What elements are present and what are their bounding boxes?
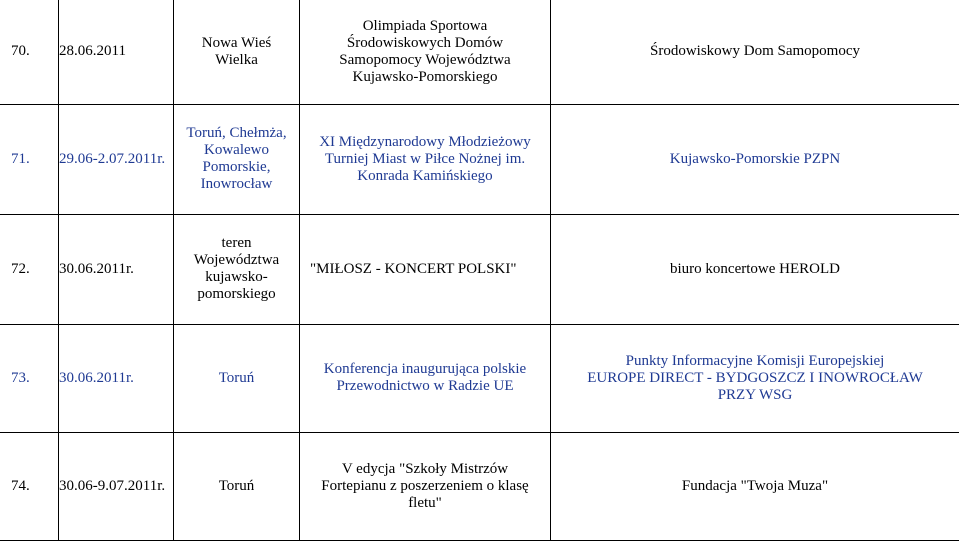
table-row: [0, 214, 959, 324]
row-event: Konferencja inaugurująca polskie Przewodnictwo w Radzie UE: [300, 324, 551, 432]
row-place: Toruń: [174, 324, 300, 432]
table-row: [0, 324, 959, 432]
row-place: Toruń, Chełmża, Kowalewo Pomorskie, Inowrocław: [174, 104, 300, 214]
row-event: Olimpiada Sportowa Środowiskowych Domów Samopomocy Województwa Kujawsko-Pomorskiego: [300, 0, 551, 104]
row-event: V edycja "Szkoły Mistrzów Fortepianu z poszerzeniem o klasę fletu": [300, 432, 551, 540]
row-date: 30.06-9.07.2011r.: [59, 432, 174, 540]
row-organizer: biuro koncertowe HEROLD: [551, 214, 959, 324]
row-place: Nowa Wieś Wielka: [174, 0, 300, 104]
table-row: [0, 104, 959, 214]
row-organizer: Punkty Informacyjne Komisji Europejskiej EUROPE DIRECT - BYDGOSZCZ I INOWROCŁAW PRZY WSG: [551, 324, 959, 432]
row-organizer: Środowiskowy Dom Samopomocy: [551, 0, 959, 104]
row-number: 74.: [0, 432, 59, 540]
row-date: 29.06-2.07.2011r.: [59, 104, 174, 214]
row-event: "MIŁOSZ - KONCERT POLSKI": [300, 214, 551, 324]
row-event: XI Międzynarodowy Młodzieżowy Turniej Miast w Piłce Nożnej im. Konrada Kamińskiego: [300, 104, 551, 214]
row-date: 28.06.2011: [59, 0, 174, 104]
row-date: 30.06.2011r.: [59, 214, 174, 324]
row-number: 73.: [0, 324, 59, 432]
row-date: 30.06.2011r.: [59, 324, 174, 432]
row-place: teren Województwa kujawsko- pomorskiego: [174, 214, 300, 324]
row-organizer: Kujawsko-Pomorskie PZPN: [551, 104, 959, 214]
row-number: 71.: [0, 104, 59, 214]
row-number: 70.: [0, 0, 59, 104]
row-number: 72.: [0, 214, 59, 324]
table-row: [0, 0, 959, 104]
row-organizer: Fundacja "Twoja Muza": [551, 432, 959, 540]
row-place: Toruń: [174, 432, 300, 540]
table-row: [0, 432, 959, 540]
